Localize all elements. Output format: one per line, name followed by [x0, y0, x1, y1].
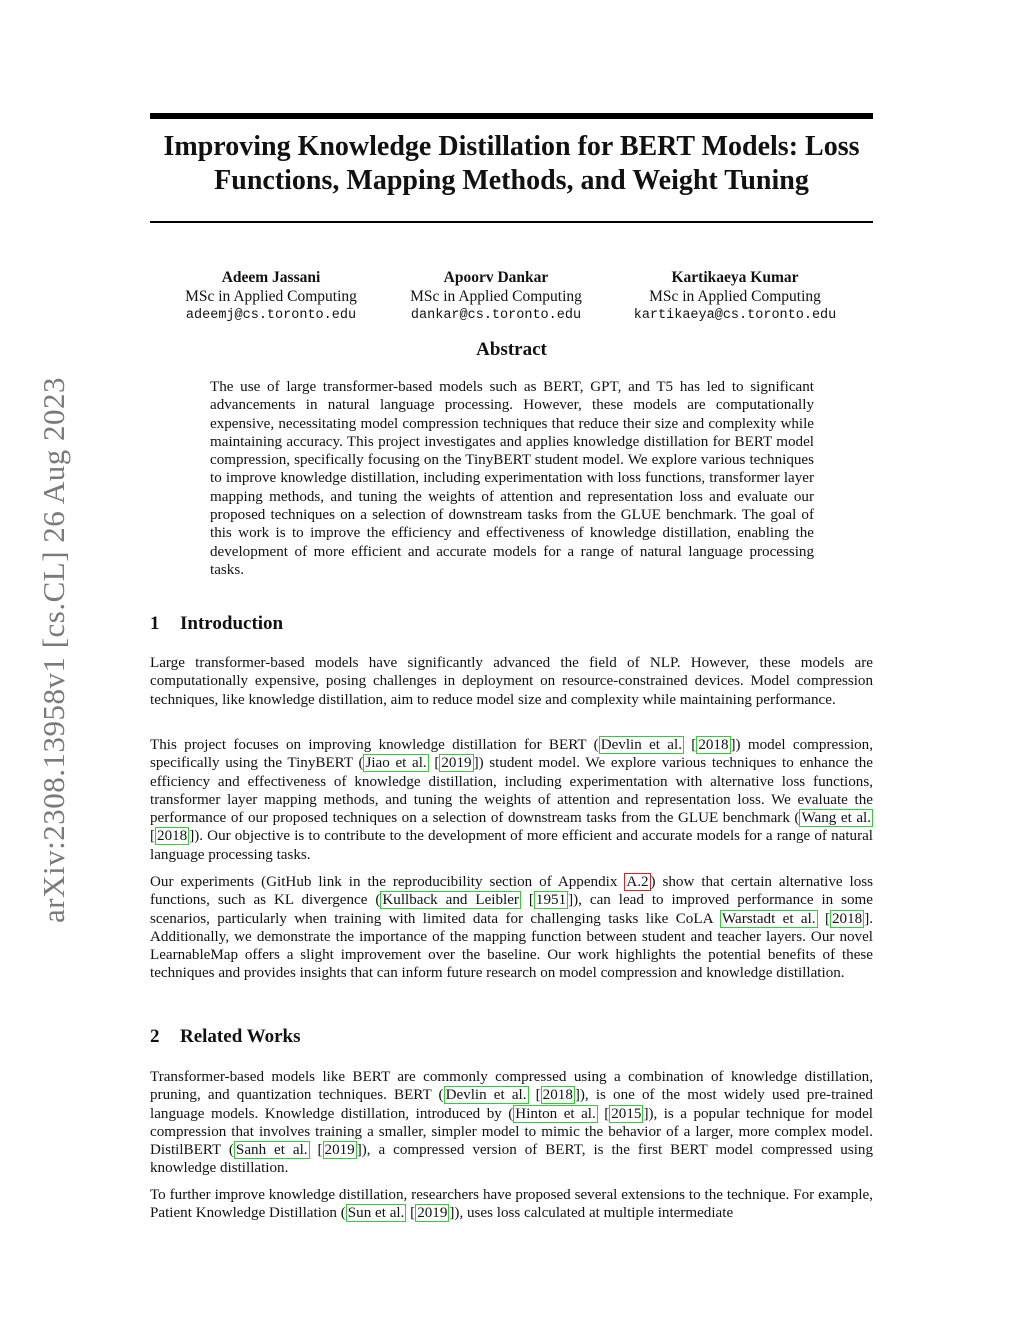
paragraph-text: ]), uses loss calculated at multiple intermediate	[449, 1205, 734, 1222]
section-heading-introduction	[150, 613, 283, 635]
section-heading-related-works	[150, 1026, 301, 1048]
citation-link[interactable]: Warstadt et al.	[722, 910, 816, 927]
citation-year-link[interactable]: 2019	[441, 755, 472, 772]
author-email[interactable]: kartikaeya@cs.toronto.edu	[633, 308, 837, 323]
title-bottom-rule	[150, 221, 873, 223]
related-paragraph-2: To further improve knowledge distillation, researchers have proposed several extensions to the technique. For example, Patient Knowledge Distillation ( Sun et al. [ 2019 ]), uses loss calculated at multiple intermediate	[150, 1187, 873, 1222]
citation-link[interactable]: Devlin et al.	[445, 1087, 527, 1104]
paragraph-text: ]), can lead to improved performance in some scenarios, particularly when training with limited data for challenging tasks like CoLA	[150, 892, 873, 927]
citation-year-link[interactable]: 2019	[324, 1142, 355, 1159]
citation-year-link[interactable]: 2018	[698, 737, 729, 753]
title-top-rule	[150, 113, 873, 119]
author-name: Adeem Jassani	[221, 269, 321, 286]
paragraph-text: ]), a compressed version of BERT, is the first BERT model compressed using knowledge distillation.	[150, 1142, 874, 1177]
appendix-link[interactable]: A.2	[626, 874, 649, 890]
paper-title: Improving Knowledge Distillation for BERT Models: Loss Functions, Mapping Methods, and Weight Tuning	[163, 131, 860, 196]
citation-year-link[interactable]: 2019	[417, 1205, 448, 1222]
section-title: Related Works	[180, 1026, 301, 1047]
paragraph-text: Transformer-based models like BERT are commonly compressed using a combination of knowledge distillation, pruning, and quantization techniques. BERT (	[150, 1069, 873, 1104]
intro-paragraph-2: This project focuses on improving knowledge distillation for BERT ( Devlin et al. [ 2018 ]) model compression, specifically using the TinyBERT ( Jiao et al. [ 2019 ]) student model. We explore various techniques to enhance the efficiency and effectiveness of knowledge distillation, including experimentation with alternative loss functions, transformer layer mapping methods, and tuning the weights of attention and representation loss. We evaluate the performance of our proposed techniques on a selection of downstream tasks from the GLUE benchmark ( Wang et al. [ 2018 ]). Our objective is to contribute to the development of more efficient and accurate models for a range of natural language processing tasks.	[150, 737, 874, 863]
citation-year-link[interactable]: 1951	[535, 892, 567, 909]
author-1	[160, 268, 382, 325]
citation-link[interactable]: Hinton et al.	[515, 1105, 596, 1122]
paragraph-text: This project focuses on improving knowledge distillation for BERT (	[150, 737, 599, 753]
citation-link[interactable]: Jiao et al.	[365, 755, 427, 772]
citation-link[interactable]: Kullback and Leibler	[382, 892, 519, 909]
citation-year-link[interactable]: 2015	[611, 1105, 642, 1122]
citation-link[interactable]: Sun et al.	[347, 1205, 405, 1222]
paragraph-text: ]). Our objective is to contribute to the development of more efficient and accurate models for a range of natural language processing tasks.	[150, 828, 873, 863]
paragraph-text: ]), is one of the most widely used pre-trained language models. Knowledge distillation, introduced by (	[150, 1087, 873, 1122]
section-number: 2	[150, 1026, 160, 1047]
abstract-heading: Abstract	[476, 339, 547, 360]
citation-year-link[interactable]: 2018	[832, 910, 863, 927]
citation-year-link[interactable]: 2018	[157, 828, 188, 845]
citation-link[interactable]: Wang et al.	[801, 810, 871, 827]
related-paragraph-1: Transformer-based models like BERT are commonly compressed using a combination of knowledge distillation, pruning, and quantization techniques. BERT ( Devlin et al. [ 2018 ]), is one of the most widely used pre-trained language models. Knowledge distillation, introduced by ( Hinton et al. [ 2015 ]), is a popular technique for model compression that involves training a smaller, simpler model to mimic the behavior of a larger, more complex model. DistilBERT ( Sanh et al. [ 2019 ]), a compressed version of BERT, is the first BERT model compressed using knowledge distillation.	[150, 1069, 874, 1177]
section-title: Introduction	[180, 613, 284, 634]
abstract-text: The use of large transformer-based models such as BERT, GPT, and T5 has led to significant advancements in natural language processing. However, these models are computationally expensive, necessitating model compression techniques that reduce their size and complexity while maintaining accuracy. This project investigates and applies knowledge distillation for BERT model compression, specifically focusing on the TinyBERT student model. We explore various techniques to improve knowledge distillation, including experimentation with loss functions, transformer layer mapping methods, and tuning the weights of attention and representation loss and evaluate our proposed techniques on a selection of downstream tasks from the GLUE benchmark. The goal of this work is to improve the efficiency and effectiveness of knowledge distillation, enabling the development of more efficient and accurate models for a range of natural language processing tasks.	[210, 379, 814, 578]
paragraph-text: Our experiments (GitHub link in the reproducibility section of Appendix	[150, 874, 625, 890]
citation-link[interactable]: Sanh et al.	[235, 1142, 308, 1159]
paragraph-text: ]. Additionally, we demonstrate the importance of the mapping function between student and teacher layers. Our novel LearnableMap offers a slight improvement over the baseline. Our work highlights the potential benefits of these techniques and provides insights that can inform future research on model compression and knowledge distillation.	[150, 910, 873, 982]
paragraph-text: ]) student model. We explore various techniques to enhance the efficiency and effectiveness of knowledge distillation, including experimentation with alternative loss functions, transformer layer mapping methods, and tuning the weights of attention and representation loss. We evaluate the performance of our proposed techniques on a selection of downstream tasks from the GLUE benchmark (	[150, 755, 873, 827]
section-number: 1	[150, 613, 160, 634]
citation-link[interactable]: Devlin et al.	[600, 737, 682, 753]
author-email[interactable]: adeemj@cs.toronto.edu	[185, 308, 357, 323]
author-name: Kartikaeya Kumar	[671, 269, 799, 286]
author-affiliation: MSc in Applied Computing	[185, 288, 357, 305]
citation-year-link[interactable]: 2018	[542, 1087, 573, 1104]
author-affiliation: MSc in Applied Computing	[649, 288, 821, 305]
paragraph-text: ) show that certain alternative loss functions, such as KL divergence (	[150, 874, 873, 909]
paragraph-text: ]) model compression, specifically using the TinyBERT (	[150, 737, 874, 772]
intro-paragraph-3: Our experiments (GitHub link in the reproducibility section of Appendix A.2 ) show that certain alternative loss functions, such as KL divergence ( Kullback and Leibler [ 1951 ]), can lead to improved performance in some scenarios, particularly when training with limited data for challenging tasks like CoLA Warstadt et al. [ 2018 ]. Additionally, we demonstrate the importance of the mapping function between student and teacher layers. Our novel LearnableMap offers a slight improvement over the baseline. Our work highlights the potential benefits of these techniques and provides insights that can inform future research on model compression and knowledge distillation.	[150, 874, 873, 982]
author-2	[385, 268, 607, 325]
author-email[interactable]: dankar@cs.toronto.edu	[410, 308, 582, 323]
paragraph-text: ]), is a popular technique for model compression that involves training a smaller, simpler model to mimic the behavior of a larger, more complex model. DistilBERT (	[150, 1105, 873, 1159]
author-3	[610, 268, 860, 325]
arxiv-identifier-stamp: arXiv:2308.13958v1 [cs.CL] 26 Aug 2023	[36, 377, 71, 923]
author-affiliation: MSc in Applied Computing	[410, 288, 582, 305]
intro-paragraph-1: Large transformer-based models have significantly advanced the field of NLP. However, these models are computationally expensive, posing challenges in deployment on resource-constrained devices. Model compression techniques, like knowledge distillation, aim to reduce model size and complexity while maintaining performance.	[150, 655, 873, 708]
author-name: Apoorv Dankar	[443, 269, 549, 286]
paragraph-text: To further improve knowledge distillation, researchers have proposed several extensions to the technique. For example, Patient Knowledge Distillation (	[150, 1187, 873, 1222]
